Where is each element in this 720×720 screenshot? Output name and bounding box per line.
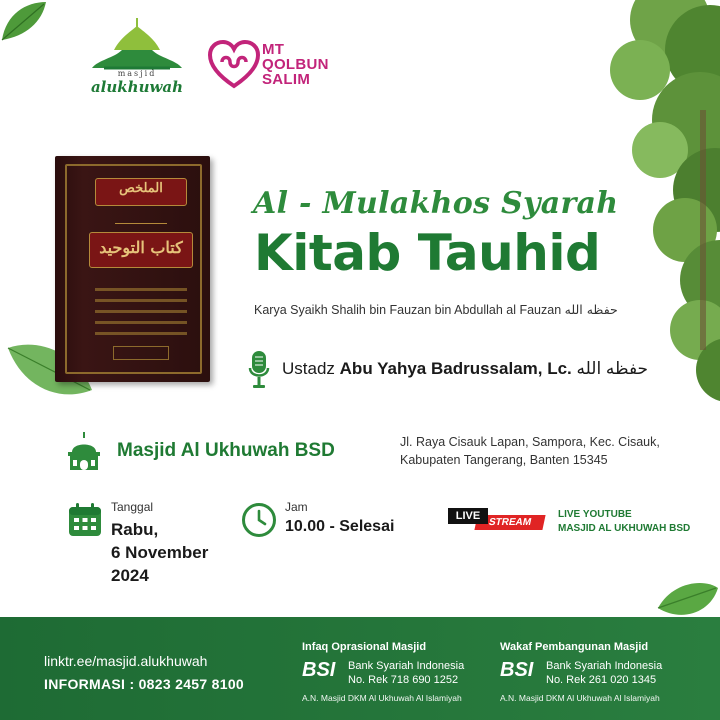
- book-label-main: كتاب التوحيد: [99, 238, 183, 257]
- event-subtitle: Al - Mulakhos Syarah: [253, 186, 619, 221]
- book-label-top: الملخص: [119, 181, 163, 196]
- masjid-logo: [84, 16, 190, 98]
- time-value: 10.00 - Selesai: [285, 518, 395, 535]
- bank-infaq: [302, 641, 502, 703]
- masjid-logo-small: masjid: [117, 69, 157, 78]
- live-label: LIVE: [448, 508, 488, 524]
- bank-wakaf-holder: A.N. Masjid DKM Al Ukhuwah Al Islamiyah: [500, 693, 660, 703]
- youtube-line-2: MASJID AL UKHUWAH BSD: [558, 523, 691, 534]
- clock-icon: [241, 502, 277, 538]
- location-address: [400, 433, 700, 469]
- youtube-line-1: LIVE YOUTUBE: [558, 509, 632, 520]
- speaker-prefix: Ustadz: [282, 359, 335, 378]
- location-name: Masjid Al Ukhuwah BSD: [117, 440, 335, 461]
- linktree-link[interactable]: linktr.ee/masjid.alukhuwah: [44, 653, 208, 669]
- mt-line-3: SALIM: [262, 71, 311, 88]
- live-stream-badge: [448, 508, 546, 530]
- masjid-logo-name: alukhuwah: [90, 78, 184, 96]
- event-title: Kitab Tauhid: [254, 224, 601, 282]
- date-label: Tanggal: [111, 500, 154, 514]
- address-line-2: Kabupaten Tangerang, Banten 15345: [400, 453, 608, 467]
- leaf-top-left: [0, 0, 48, 42]
- book-author: [254, 302, 684, 317]
- contact-info: INFORMASI : 0823 2457 8100: [44, 676, 245, 692]
- date-month: 6 November: [111, 543, 209, 562]
- microphone-icon: [248, 350, 270, 390]
- mt-line-1: MT: [262, 41, 285, 58]
- leaf-bottom-right: [656, 578, 720, 622]
- bsi-logo: BSI: [302, 659, 336, 681]
- book-cover: [55, 156, 210, 382]
- time-label: Jam: [285, 500, 308, 514]
- author-name: Karya Syaikh Shalih bin Fauzan bin Abdullah al Fauzan: [254, 303, 562, 317]
- heart-icon: [208, 40, 260, 90]
- date-day: Rabu,: [111, 520, 159, 539]
- bank-wakaf-heading: Wakaf Pembangunan Masjid: [500, 641, 649, 653]
- bank-wakaf-account: No. Rek 261 020 1345: [546, 674, 657, 686]
- stream-label: STREAM: [474, 515, 545, 530]
- dome-icon: [84, 16, 190, 72]
- mt-qolbun-salim-logo: [208, 40, 338, 90]
- date-year: 2024: [111, 566, 149, 585]
- youtube-channel: [558, 508, 690, 536]
- bank-wakaf-name: Bank Syariah Indonesia: [546, 660, 663, 672]
- speaker-name: Abu Yahya Badrussalam, Lc.: [339, 359, 572, 378]
- bank-infaq-name: Bank Syariah Indonesia: [348, 660, 465, 672]
- bank-infaq-heading: Infaq Oprasional Masjid: [302, 641, 427, 653]
- bsi-logo: BSI: [500, 659, 534, 681]
- date-value: [111, 518, 241, 587]
- calendar-icon: [67, 502, 103, 538]
- bank-infaq-account: No. Rek 718 690 1252: [348, 674, 459, 686]
- address-line-1: Jl. Raya Cisauk Lapan, Sampora, Kec. Cisauk,: [400, 435, 660, 449]
- mt-line-2: QOLBUN: [262, 56, 329, 73]
- speaker-honorific: حفظه الله: [576, 359, 649, 378]
- author-honorific: حفظه الله: [564, 302, 618, 317]
- bank-wakaf: [500, 641, 700, 703]
- mosque-icon: [64, 430, 104, 472]
- footer: [0, 617, 720, 720]
- bank-infaq-holder: A.N. Masjid DKM Al Ukhuwah Al Islamiyah: [302, 693, 462, 703]
- speaker: [248, 350, 688, 390]
